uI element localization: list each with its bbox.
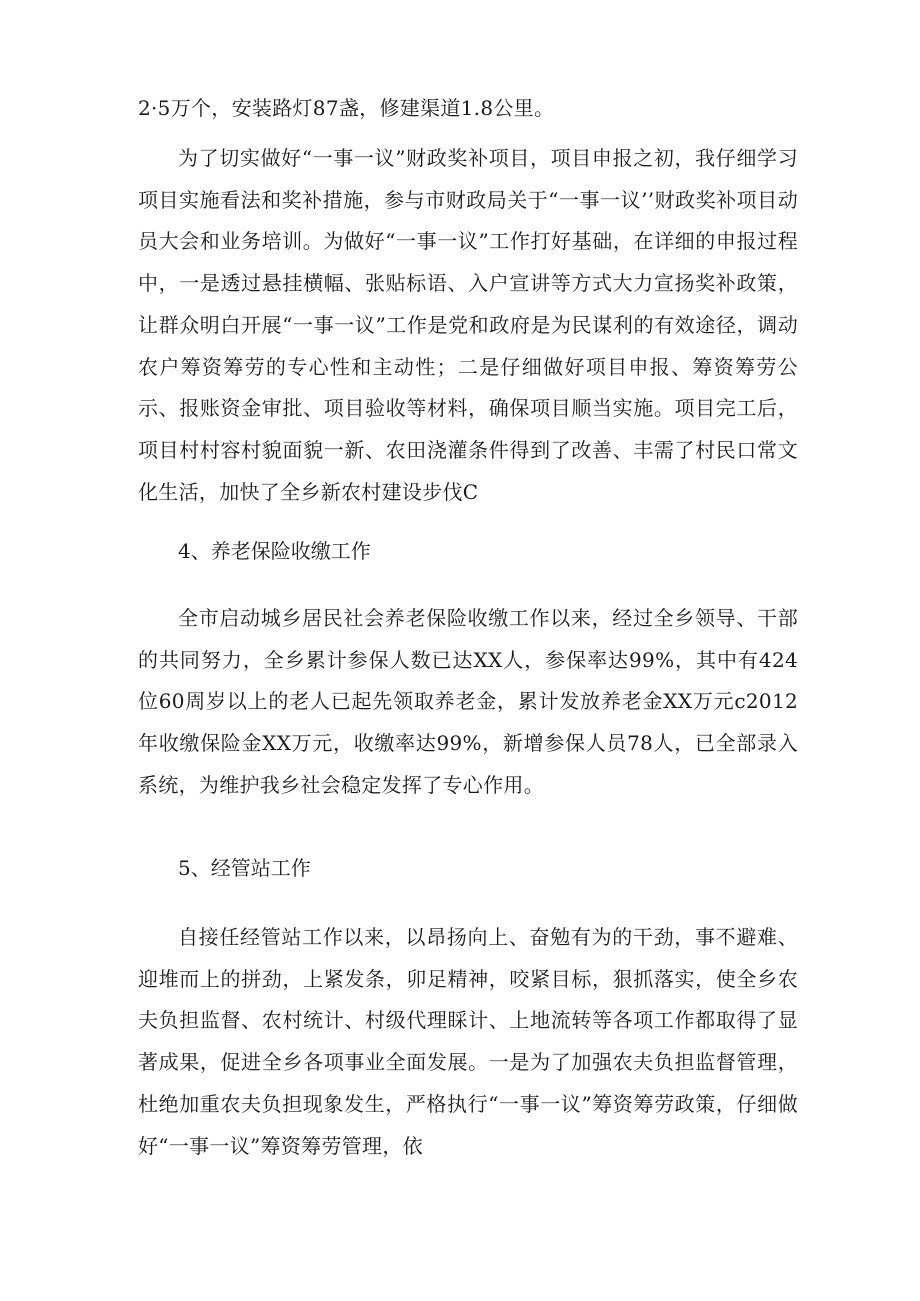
paragraph-management-station: 自接任经管站工作以来，以昂扬向上、奋勉有为的干劲，事不避难、迎堆而上的拼劲，上紧发条，卯足精神，咬紧目标，狠抓落实，使全乡农夫负担监督、农村统计、村级代理睬计、上地流转等各项工作都取得了显著成果，促进全乡各项事业全面发展。一是为了加强农夫负担监督管理，杜绝加重农夫负担现象发生，严格执行“一事一议”筹资筹劳政策，仔细做好“一事一议”筹资筹劳管理，依 (138, 925, 798, 1158)
paragraph-yishiyiyi-project: 为了切实做好“一事一议”财政奖补项目，项目申报之初，我仔细学习项目实施看法和奖补措施，参与市财政局关于“一事一议’’财政奖补项目动员大会和业务培训。为做好“一事一议”工作打好基础，在详细的申报过程中，一是透过悬挂横幅、张贴标语、入户宣讲等方式大力宣扬奖补政策，让群众明白开展“一事一议”工作是党和政府是为民谋利的有效途径，调动农户筹资筹劳的专心性和主动性；二是仔细做好项目申报、筹资筹劳公示、报账资金审批、项目验收等材料，确保项目顺当实施。项目完工后，项目村村容村貌面貌一新、农田浇灌条件得到了改善、丰需了村民口常文化生活，加快了全乡新农村建设步伐C (138, 146, 798, 504)
section-heading-management-station: 5、经管站工作 (178, 856, 311, 880)
paragraph-pension-collection: 全市启动城乡居民社会养老保险收缴工作以来，经过全乡领导、干部的共同努力，全乡累计参保人数已达XX人，参保率达99%，其中有424位60周岁以上的老人已起先领取养老金，累计发放养老金XX万元c2012年收缴保险金XX万元，收缴率达99%，新增参保人员78人，已全部录入系统，为维护我乡社会稳定发挥了专心作用。 (138, 606, 798, 797)
paragraph-continued: 2·5万个，安装路灯87盏，修建渠道1.8公里。 (138, 96, 555, 120)
section-heading-pension: 4、养老保险收缴工作 (178, 539, 371, 563)
